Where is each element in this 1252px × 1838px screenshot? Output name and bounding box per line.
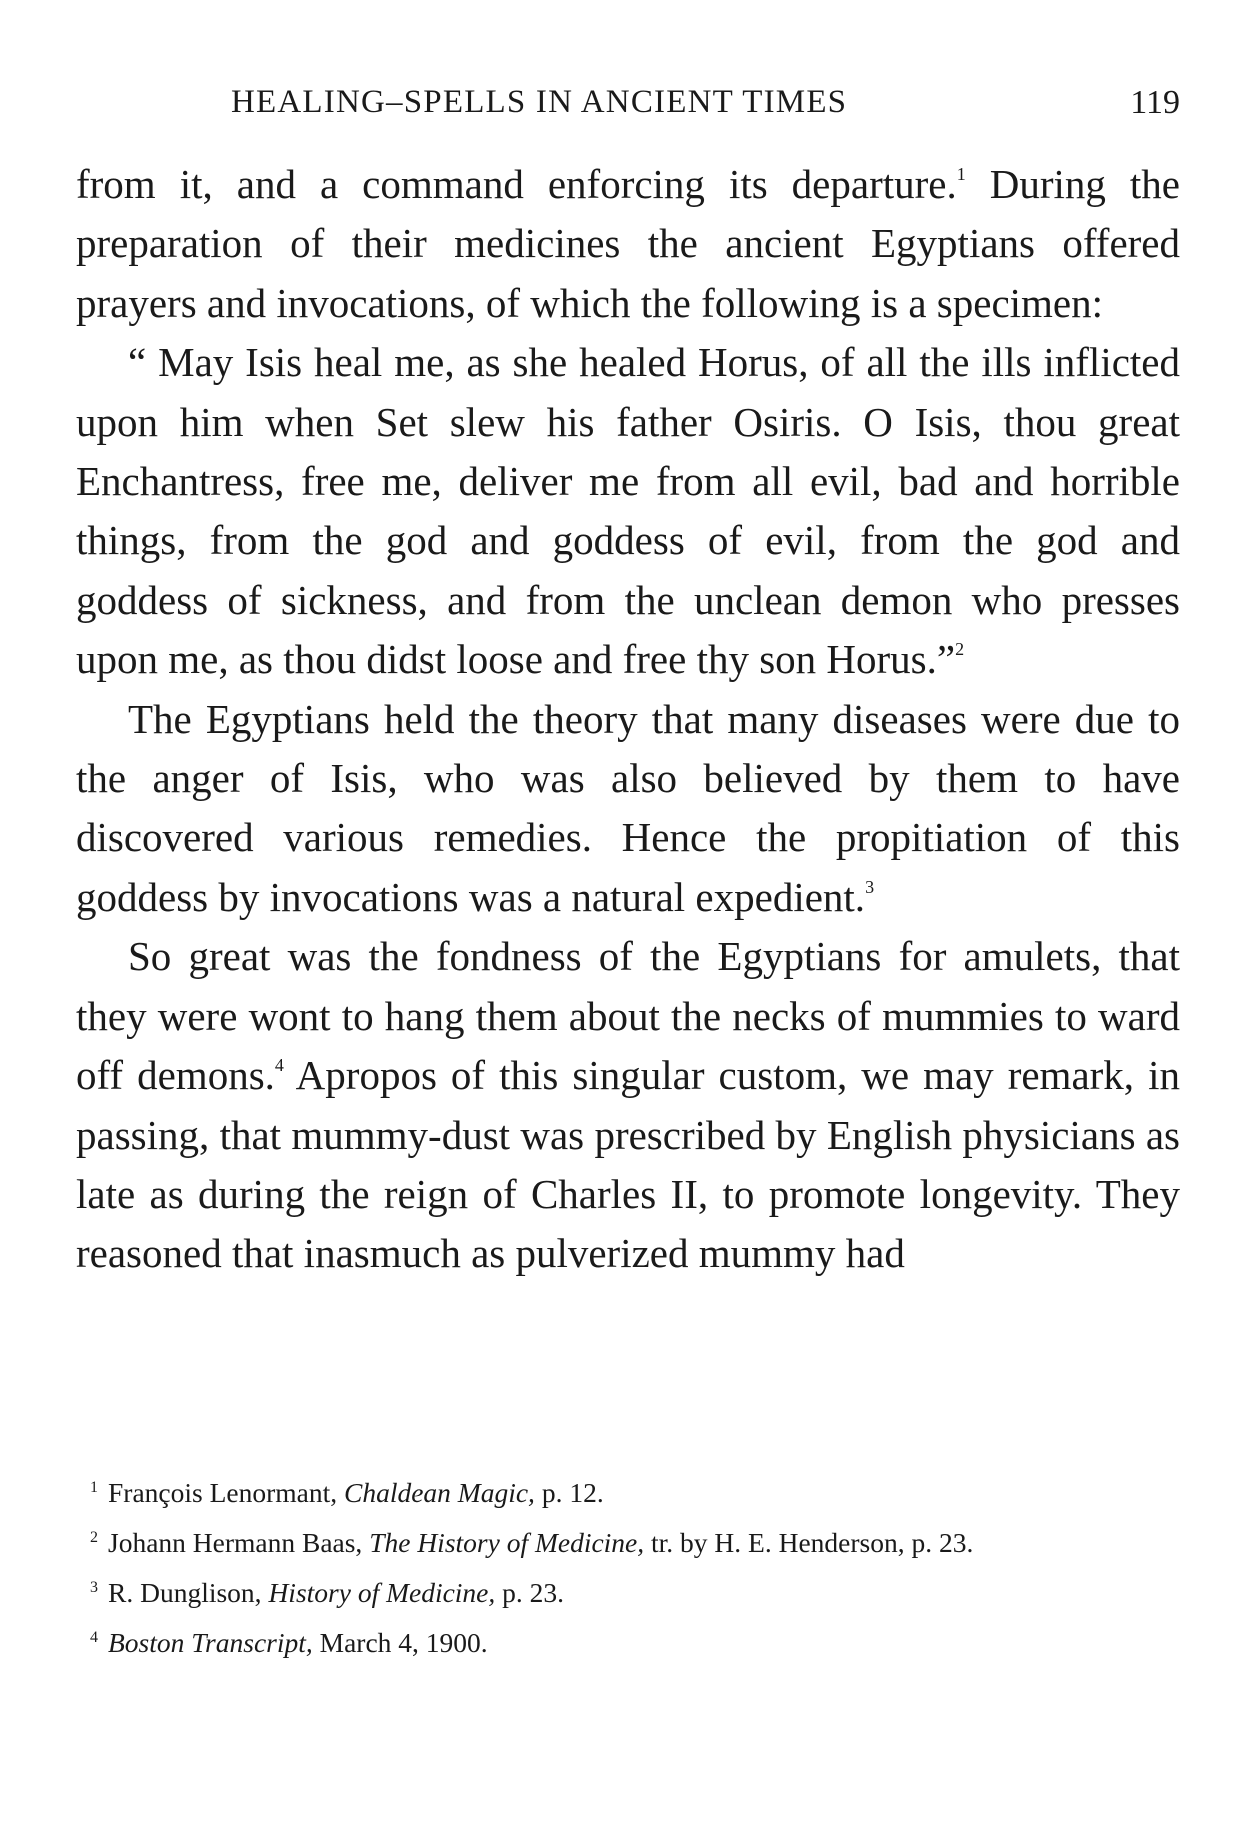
page-number: 119: [1130, 84, 1180, 121]
footnote-title: The History of Medicine,: [369, 1527, 645, 1558]
footnote-text: tr. by H. E. Henderson, p. 23.: [644, 1527, 974, 1558]
footnote-1: [76, 1468, 1180, 1518]
footnote-title: Chaldean Magic,: [343, 1477, 535, 1508]
footnote-mark: 3: [90, 1579, 98, 1596]
footnote-text: Johann Hermann Baas,: [108, 1527, 370, 1558]
running-head-title: HEALING–SPELLS IN ANCIENT TIMES: [231, 84, 848, 120]
quotation-paragraph: [76, 333, 1180, 689]
paragraph-4-text-a: So great was the fondness of the Egyptians for amulets, that they were wont to hang them about the necks of mummies to ward off demons.: [76, 933, 1180, 1099]
paragraph-1: [76, 155, 1180, 333]
footnote-4: [76, 1618, 1180, 1668]
footnote-mark: 2: [90, 1529, 98, 1546]
footnote-ref-3: 3: [865, 876, 875, 897]
footnote-ref-4: 4: [274, 1055, 284, 1076]
footnote-text: François Lenormant,: [108, 1477, 344, 1508]
footnote-ref-2: 2: [955, 639, 965, 660]
footnote-2: [76, 1518, 1180, 1568]
footnote-mark: 4: [90, 1629, 98, 1646]
footnotes: [76, 1468, 1180, 1668]
paragraph-3-text: The Egyptians held the theory that many diseases were due to the anger of Isis, who was also believed by them to have discovered various remedies. Hence the propitiation of this goddess by invocations was a natural expedient.: [76, 695, 1180, 920]
footnote-title: History of Medicine,: [268, 1577, 496, 1608]
quotation-text: “ May Isis heal me, as she healed Horus, of all the ills inflicted upon him when Set slew his father Osiris. O Isis, thou great Enchantress, free me, deliver me from all evil, bad and horrible things, from the god and goddess of evil, from the god and goddess of sickness, and from the unclean demon who presses upon me, as thou didst loose and free thy son Horus.”: [76, 339, 1180, 683]
footnote-ref-1: 1: [956, 164, 966, 184]
footnote-mark: 1: [90, 1479, 98, 1496]
footnote-3: [76, 1568, 1180, 1618]
body-text: [76, 155, 1180, 1284]
paragraph-4: [76, 927, 1180, 1283]
running-head: [76, 84, 1180, 134]
paragraph-1-text-b: During the preparation of their medicines the ancient Egyptians offered prayers and invocations, of which the following is a specimen:: [76, 161, 1180, 326]
footnote-text: R. Dunglison,: [108, 1577, 269, 1608]
paragraph-1-text-a: from it, and a command enforcing its departure.: [76, 161, 957, 207]
footnote-title: Boston Transcript,: [108, 1627, 313, 1658]
footnote-text: p. 12.: [534, 1477, 604, 1508]
paragraph-3: [76, 690, 1180, 928]
footnote-text: p. 23.: [495, 1577, 565, 1608]
footnote-text: March 4, 1900.: [312, 1627, 488, 1658]
paragraph-4-text-b: Apropos of this singular custom, we may remark, in passing, that mummy-dust was prescribed by English physicians as late as during the reign of Charles II, to promote longevity. They reasoned that inasmuch as pulverized mummy had: [76, 1052, 1180, 1277]
